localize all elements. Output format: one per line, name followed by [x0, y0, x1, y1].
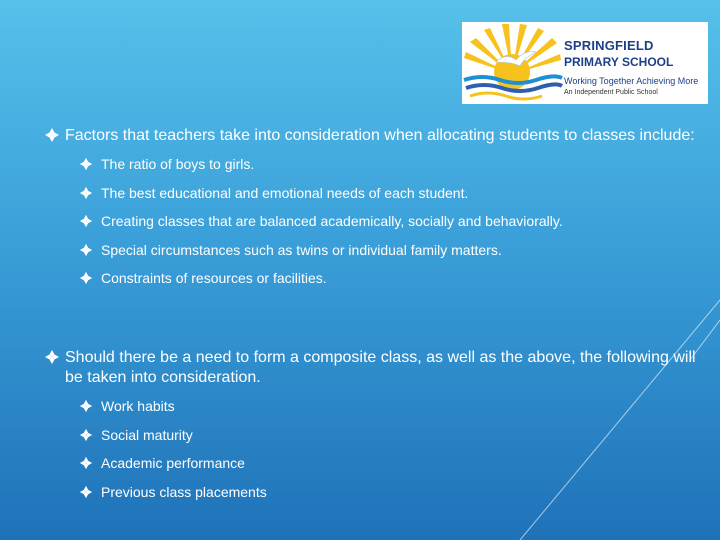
sub-list [44, 397, 712, 511]
diamond-bullet-icon [79, 186, 93, 200]
diamond-bullet-icon [79, 485, 93, 499]
diamond-bullet-icon [79, 214, 93, 228]
list-item-text: Academic performance [101, 455, 245, 471]
list-item [44, 212, 712, 241]
list-item [44, 426, 712, 455]
list-item [44, 184, 712, 213]
list-item-text: Constraints of resources or facilities. [101, 270, 327, 286]
sub-list [44, 155, 712, 298]
list-item [44, 155, 712, 184]
diamond-bullet-icon [79, 399, 93, 413]
diamond-bullet-icon [79, 271, 93, 285]
bullet-text: Factors that teachers take into consideration when allocating students to classes include: [65, 127, 695, 144]
list-item [44, 241, 712, 270]
diamond-bullet-icon [79, 456, 93, 470]
diamond-bullet-icon [79, 157, 93, 171]
school-logo [462, 22, 708, 104]
logo-school-name-line2: PRIMARY SCHOOL [564, 55, 674, 69]
list-item-text: Work habits [101, 398, 175, 414]
bullet-composite-class [44, 348, 712, 511]
list-item-text: Previous class placements [101, 483, 267, 500]
logo-subtitle: An Independent Public School [564, 89, 658, 96]
list-item-text: Creating classes that are balanced academically, socially and behaviorally. [101, 213, 563, 229]
list-item-text: Special circumstances such as twins or individual family matters. [101, 241, 502, 258]
diamond-bullet-icon [79, 428, 93, 442]
diamond-bullet-icon [79, 243, 93, 257]
logo-school-name-line1: SPRINGFIELD [564, 38, 654, 53]
bullet-factors [44, 126, 712, 298]
list-item-text: The best educational and emotional needs of each student. [101, 184, 469, 201]
diamond-bullet-icon [44, 349, 60, 365]
bullet-text: Should there be a need to form a composite class, as well as the above, the following will be taken into consideration. [65, 349, 696, 386]
logo-motto: Working Together Achieving More [564, 76, 699, 86]
list-item [44, 397, 712, 426]
list-item [44, 483, 712, 512]
list-item [44, 269, 712, 298]
list-item-text: Social maturity [101, 426, 193, 443]
diamond-bullet-icon [44, 127, 60, 143]
list-item-text: The ratio of boys to girls. [101, 156, 255, 172]
list-item [44, 454, 712, 483]
